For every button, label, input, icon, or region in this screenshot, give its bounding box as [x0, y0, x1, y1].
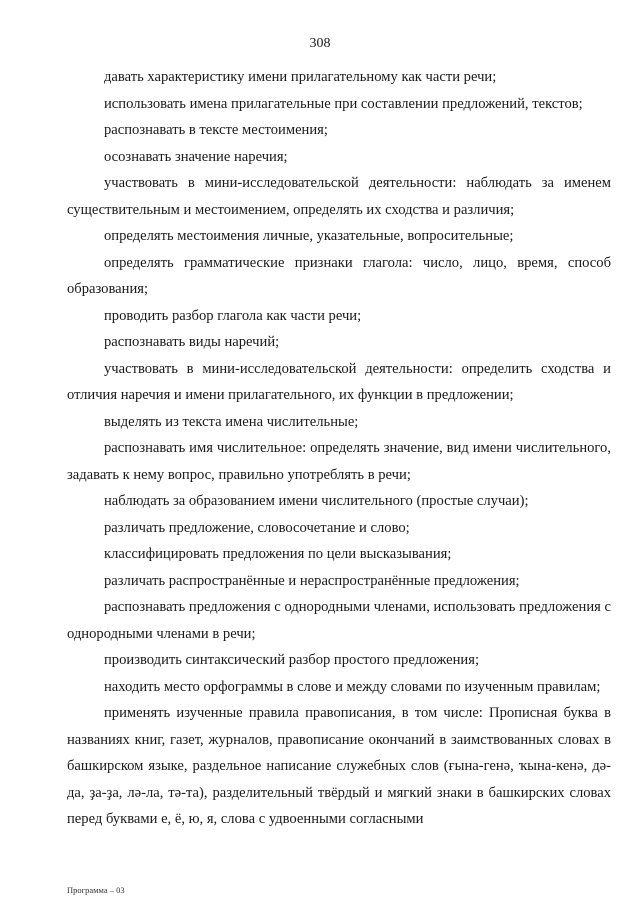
paragraph: распознавать предложения с однородными членами, использовать предложения с однородными членами в речи;	[67, 599, 611, 642]
paragraph: распознавать в тексте местоимения;	[104, 122, 328, 138]
paragraph: использовать имена прилагательные при составлении предложений, текстов;	[104, 95, 583, 112]
paragraph: производить синтаксический разбор простого предложения;	[104, 652, 480, 668]
paragraph: выделять из текста имена числительные;	[104, 413, 359, 430]
paragraph: участвовать в мини-исследовательской деятельности: наблюдать за именем существительным и местоимением, определять их сходства и различия;	[67, 175, 611, 218]
paragraph: проводить разбор глагола как части речи;	[104, 307, 362, 324]
paragraph: давать характеристику имени прилагательному как части речи;	[104, 69, 497, 85]
paragraph: применять изученные правила правописания, в том числе: Прописная буква в названиях книг, газет, журналов, правописание окончаний в заимствованных словах в башкирском языке, раздельное написание служебных слов (ғына-генә, ҡына-кенә, дә-да, ҙа-ҙа, лә-ла, тә-та), разделительный твёрдый и мягкий знаки в башкирских словах перед буквами е, ё, ю, я, слова с удвоенными согласными	[67, 705, 611, 827]
footer-label: Программа – 03	[67, 885, 125, 895]
paragraph: классифицировать предложения по цели высказывания;	[104, 546, 452, 562]
page-number: 308	[309, 36, 331, 51]
document-body	[67, 64, 611, 833]
paragraph: различать распространённые и нераспространённые предложения;	[104, 572, 520, 589]
paragraph: распознавать имя числительное: определять значение, вид имени числительного, задавать к нему вопрос, правильно употреблять в речи;	[67, 440, 611, 483]
paragraph: осознавать значение наречия;	[104, 148, 288, 165]
paragraph: определять грамматические признаки глагола: число, лицо, время, способ образования;	[67, 254, 611, 297]
paragraph: определять местоимения личные, указательные, вопросительные;	[104, 228, 514, 244]
paragraph: наблюдать за образованием имени числительного (простые случаи);	[104, 493, 529, 509]
paragraph: участвовать в мини-исследовательской деятельности: определить сходства и отличия наречия и имени прилагательного, их функции в предложении;	[67, 360, 611, 403]
paragraph: различать предложение, словосочетание и слово;	[104, 519, 410, 536]
paragraph: находить место орфограммы в слове и между словами по изученным правилам;	[104, 678, 601, 695]
paragraph: распознавать виды наречий;	[104, 334, 280, 350]
